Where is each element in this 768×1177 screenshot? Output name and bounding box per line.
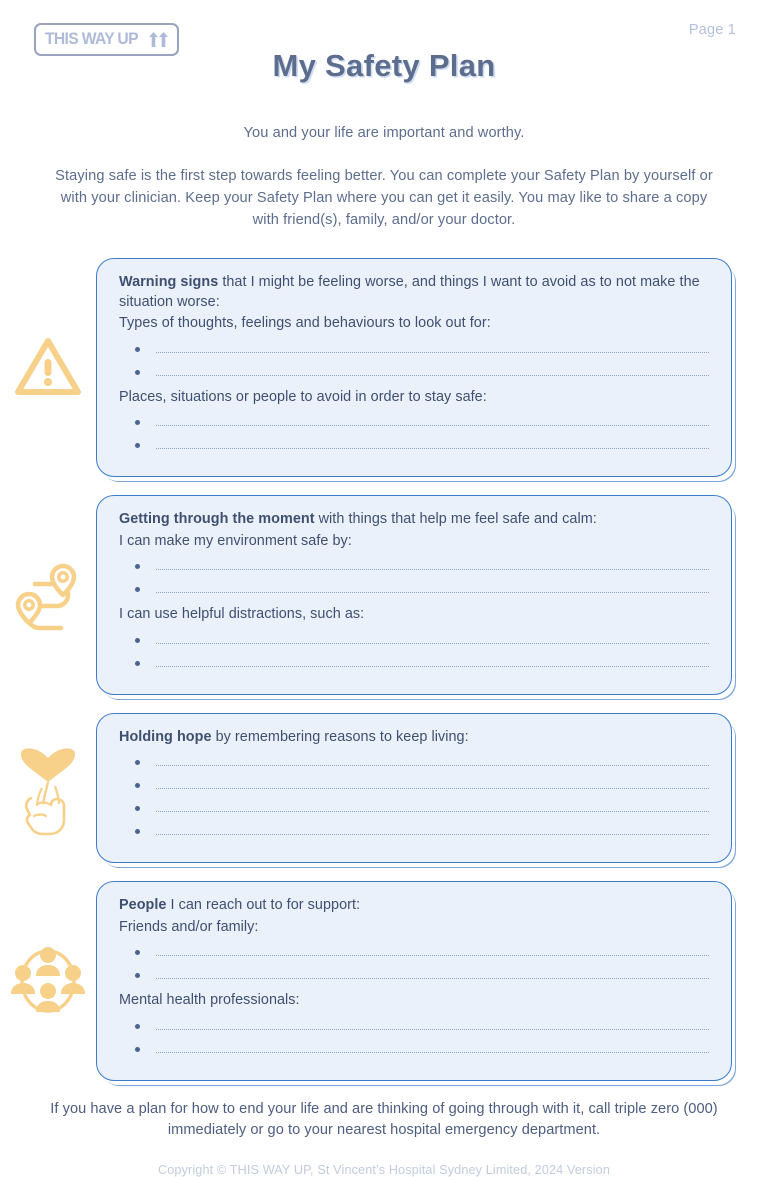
card-heading [119, 272, 709, 313]
emergency-note: If you have a plan for how to end your life and are thinking of going through with it, call triple zero (000) immediately or go to your nearest hospital emergency department. [50, 1100, 718, 1139]
hand-holding-heart-balloon-icon [0, 742, 96, 834]
blank-line-row[interactable] [119, 774, 709, 797]
blank-lines-group [119, 1015, 709, 1061]
bullet-icon [135, 1024, 140, 1029]
group-label: Places, situations or people to avoid in order to stay safe: [119, 388, 487, 405]
card-heading-rest: I can reach out to for support: [166, 897, 361, 914]
blank-lines-group [119, 629, 709, 675]
blank-lines-group [119, 338, 709, 384]
write-in-line[interactable] [156, 592, 709, 593]
intro-lead-text: You and your life are important and worthy. [243, 125, 525, 141]
write-in-line[interactable] [156, 375, 709, 376]
sections-container [0, 258, 768, 1081]
card-heading-rest: by remembering reasons to keep living: [211, 728, 469, 745]
blank-line-row[interactable] [119, 434, 709, 457]
card-holding-hope [96, 713, 732, 863]
bullet-icon [135, 587, 140, 592]
blank-line-row[interactable] [119, 652, 709, 675]
group-label: I can make my environment safe by: [119, 532, 352, 549]
card-heading-rest: with things that help me feel safe and calm: [314, 511, 597, 528]
blank-line-row[interactable] [119, 411, 709, 434]
bullet-icon [135, 783, 140, 788]
bullet-icon [135, 420, 140, 425]
write-in-line[interactable] [156, 569, 709, 570]
card-heading-bold: Warning signs [119, 273, 219, 290]
bullet-icon [135, 443, 140, 448]
write-in-line[interactable] [156, 643, 709, 644]
page-number: Page 1 [688, 22, 736, 38]
double-up-arrow-icon [149, 32, 168, 47]
section-holding-hope [0, 713, 768, 863]
blank-line-row[interactable] [119, 1038, 709, 1061]
write-in-line[interactable] [156, 425, 709, 426]
card-people [96, 881, 732, 1080]
card-heading-bold: Getting through the moment [119, 511, 315, 528]
blank-line-row[interactable] [119, 578, 709, 601]
write-in-line[interactable] [156, 448, 709, 449]
card-heading-bold: People [119, 897, 167, 914]
bullet-icon [135, 347, 140, 352]
card-heading-rest: that I might be feeling worse, and things I want to avoid as to not make the situation worse: [119, 273, 700, 310]
bullet-icon [135, 661, 140, 666]
blank-line-row[interactable] [119, 964, 709, 987]
bullet-icon [135, 1047, 140, 1052]
section-getting-through-the-moment [0, 495, 768, 694]
bullet-icon [135, 564, 140, 569]
write-in-line[interactable] [156, 1052, 709, 1053]
group-label: Friends and/or family: [119, 918, 259, 935]
group-label: Mental health professionals: [119, 992, 300, 1009]
logo-text: THIS WAY UP [45, 29, 138, 48]
winding-road-pins-icon [0, 562, 96, 628]
blank-line-row[interactable] [119, 338, 709, 361]
blank-line-row[interactable] [119, 1015, 709, 1038]
blank-line-row[interactable] [119, 629, 709, 652]
warning-triangle-icon [0, 337, 96, 397]
bullet-icon [135, 638, 140, 643]
page-title: My Safety Plan [272, 48, 496, 83]
card-heading [119, 895, 709, 915]
blank-line-row[interactable] [119, 555, 709, 578]
bullet-icon [135, 370, 140, 375]
bullet-icon [135, 760, 140, 765]
blank-lines-group [119, 941, 709, 987]
blank-line-row[interactable] [119, 941, 709, 964]
bullet-icon [135, 806, 140, 811]
card-heading [119, 509, 709, 529]
section-people [0, 881, 768, 1080]
card-warning-signs [96, 258, 732, 478]
write-in-line[interactable] [156, 788, 709, 789]
copyright-text: Copyright © THIS WAY UP, St Vincent’s Hospital Sydney Limited, 2024 Version [158, 1163, 610, 1177]
card-heading-bold: Holding hope [119, 728, 212, 745]
bullet-icon [135, 829, 140, 834]
blank-lines-group [119, 751, 709, 843]
section-warning-signs [0, 258, 768, 478]
this-way-up-logo [34, 23, 179, 56]
write-in-line[interactable] [156, 811, 709, 812]
write-in-line[interactable] [156, 765, 709, 766]
write-in-line[interactable] [156, 352, 709, 353]
write-in-line[interactable] [156, 834, 709, 835]
blank-line-row[interactable] [119, 820, 709, 843]
group-label: Types of thoughts, feelings and behaviours to look out for: [119, 315, 491, 332]
write-in-line[interactable] [156, 978, 709, 979]
blank-lines-group [119, 411, 709, 457]
page-header [0, 0, 768, 100]
blank-line-row[interactable] [119, 797, 709, 820]
people-circle-icon [0, 945, 96, 1017]
blank-line-row[interactable] [119, 751, 709, 774]
blank-lines-group [119, 555, 709, 601]
write-in-line[interactable] [156, 1029, 709, 1030]
write-in-line[interactable] [156, 666, 709, 667]
blank-line-row[interactable] [119, 361, 709, 384]
bullet-icon [135, 973, 140, 978]
intro-body-text: Staying safe is the first step towards feeling better. You can complete your Safety Plan by yourself or with your clinician. Keep your Safety Plan where you can get it easily. You may like to share a copy with friend(s), family, and/or your doctor. [55, 168, 713, 229]
group-label: I can use helpful distractions, such as: [119, 606, 365, 623]
card-getting-through-the-moment [96, 495, 732, 694]
card-heading [119, 727, 709, 747]
bullet-icon [135, 950, 140, 955]
write-in-line[interactable] [156, 955, 709, 956]
